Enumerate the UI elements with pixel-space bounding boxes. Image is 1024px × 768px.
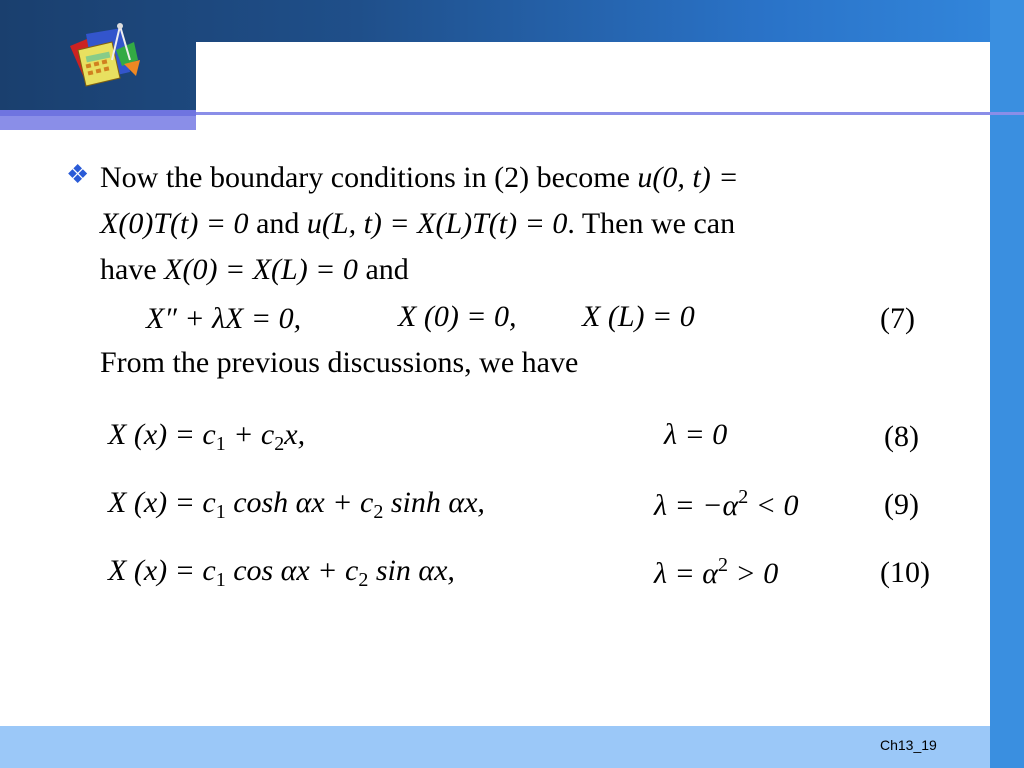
right-band	[990, 0, 1024, 768]
calculator-tools-logo-icon	[64, 20, 144, 100]
slide-number: Ch13_19	[880, 737, 937, 753]
equation-number-9: (9)	[884, 488, 919, 521]
left-accent-strip-top	[0, 110, 196, 116]
title-area	[196, 42, 990, 112]
equation-10-condition: $\lambda = \alpha^2 > 0$	[654, 554, 779, 590]
equation-7b: X (0) = 0,	[398, 300, 517, 333]
equation-10: X $(x) = c_1$ $\cos \alpha x + c_2$ sin αx,	[108, 554, 455, 591]
equation-9: X $(x) = c_1$ $\cosh \alpha x + c_2$ sinh αx,	[108, 486, 485, 523]
diamond-bullet-icon: ❖	[66, 160, 90, 189]
para-line-2: X(0)T(t) = 0 and u(L, t) = X(L)T(t) = 0. Then we can	[100, 207, 736, 240]
footer-band	[0, 726, 990, 768]
equation-7a: X″ + λX = 0,	[146, 302, 302, 335]
equation-number-7: (7)	[880, 302, 915, 335]
para-line-1: Now the boundary conditions in (2) become u(0, t) =	[100, 161, 739, 194]
math-inline: X(0)T(t) = 0	[100, 207, 249, 240]
math-inline: X(0) = X(L) = 0	[164, 253, 358, 286]
equation-number-8: (8)	[884, 420, 919, 453]
para-line-5: From the previous discussions, we have	[100, 346, 579, 379]
body-paragraph	[100, 155, 960, 293]
math-inline: u(L, t) = X(L)T(t) = 0	[306, 207, 568, 240]
equation-7c: X (L) = 0	[582, 300, 695, 333]
para-line-3: have X(0) = X(L) = 0 and	[100, 253, 409, 286]
equation-8: X $(x) = c_1 + c_2x$,	[108, 418, 306, 455]
equation-number-10: (10)	[880, 556, 930, 589]
equation-9-condition: $\lambda = -\alpha^2 < 0$	[654, 486, 799, 522]
title-rule	[196, 112, 1024, 115]
math-inline: u(0, t) =	[637, 161, 739, 194]
equation-8-condition: λ = 0	[664, 418, 728, 451]
